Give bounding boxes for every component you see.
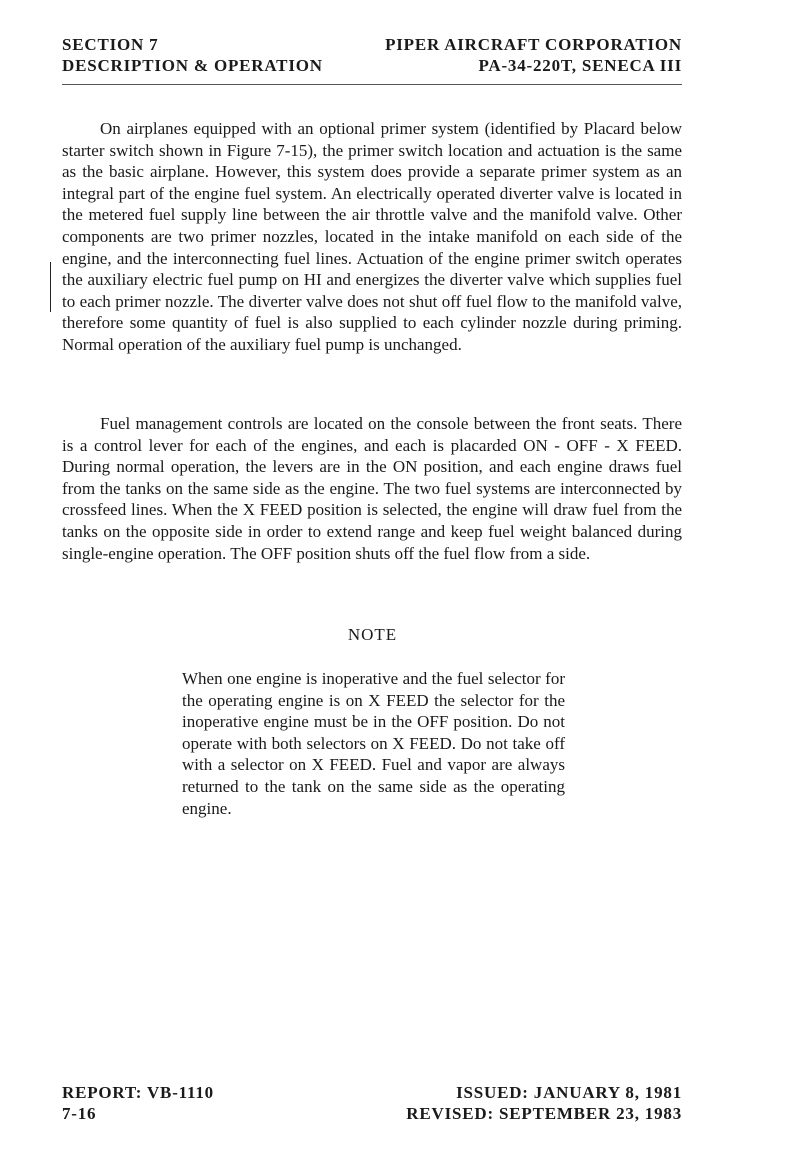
header-divider <box>62 84 682 85</box>
page-number: 7-16 <box>62 1104 97 1123</box>
revised-date: REVISED: SEPTEMBER 23, 1983 <box>406 1104 682 1123</box>
report-number: REPORT: VB-1110 <box>62 1083 214 1102</box>
page-footer <box>62 1082 682 1124</box>
company-name: PIPER AIRCRAFT CORPORATION <box>385 35 682 54</box>
note-text: When one engine is inoperative and the fuel selector for the operating engine is on X FEED the selector for the inoperative engine must be in the OFF position. Do not operate with both selectors on X FEED. Do not take off with a selector on X FEED. Fuel and vapor are always returned to the tank on the same side as the operating engine. <box>182 669 565 818</box>
note-title: NOTE <box>347 625 398 644</box>
revision-change-bar <box>50 262 51 312</box>
paragraph-fuel-management: Fuel management controls are located on the console between the front seats. There is a control lever for each of the engines, and each is placarded ON - OFF - X FEED. During normal operation, the levers are in the ON position, and each engine draws fuel from the tanks on the same side as the engine. The two fuel systems are interconnected by crossfeed lines. When the X FEED position is selected, the engine will draw fuel from the tanks on the opposite side in order to extend range and keep fuel weight balanced during single-engine operation. The OFF position shuts off the fuel flow from a side. <box>62 414 682 563</box>
subsection-label: DESCRIPTION & OPERATION <box>62 56 323 75</box>
paragraph-primer-system: On airplanes equipped with an optional primer system (identified by Placard below starter switch shown in Figure 7-15), the primer switch location and actuation is the same as the basic airplane. However, this system does provide a separate primer system as an integral part of the engine fuel system. An electrically operated diverter valve is located in the metered fuel supply line between the air throttle valve and the manifold valve. Other components are two primer nozzles, located in the intake manifold on each side of the engine, and the interconnecting fuel lines. Actuation of the engine primer switch operates the auxiliary electric fuel pump on HI and energizes the diverter valve which supplies fuel to each primer nozzle. The diverter valve does not shut off fuel flow to the manifold valve, therefore some quantity of fuel is also supplied to each cylinder nozzle during priming. Normal operation of the auxiliary fuel pump is unchanged. <box>62 119 682 354</box>
section-label: SECTION 7 <box>62 35 159 54</box>
page-header <box>62 34 682 76</box>
aircraft-model: PA-34-220T, SENECA III <box>478 56 682 75</box>
issued-date: ISSUED: JANUARY 8, 1981 <box>456 1083 682 1102</box>
